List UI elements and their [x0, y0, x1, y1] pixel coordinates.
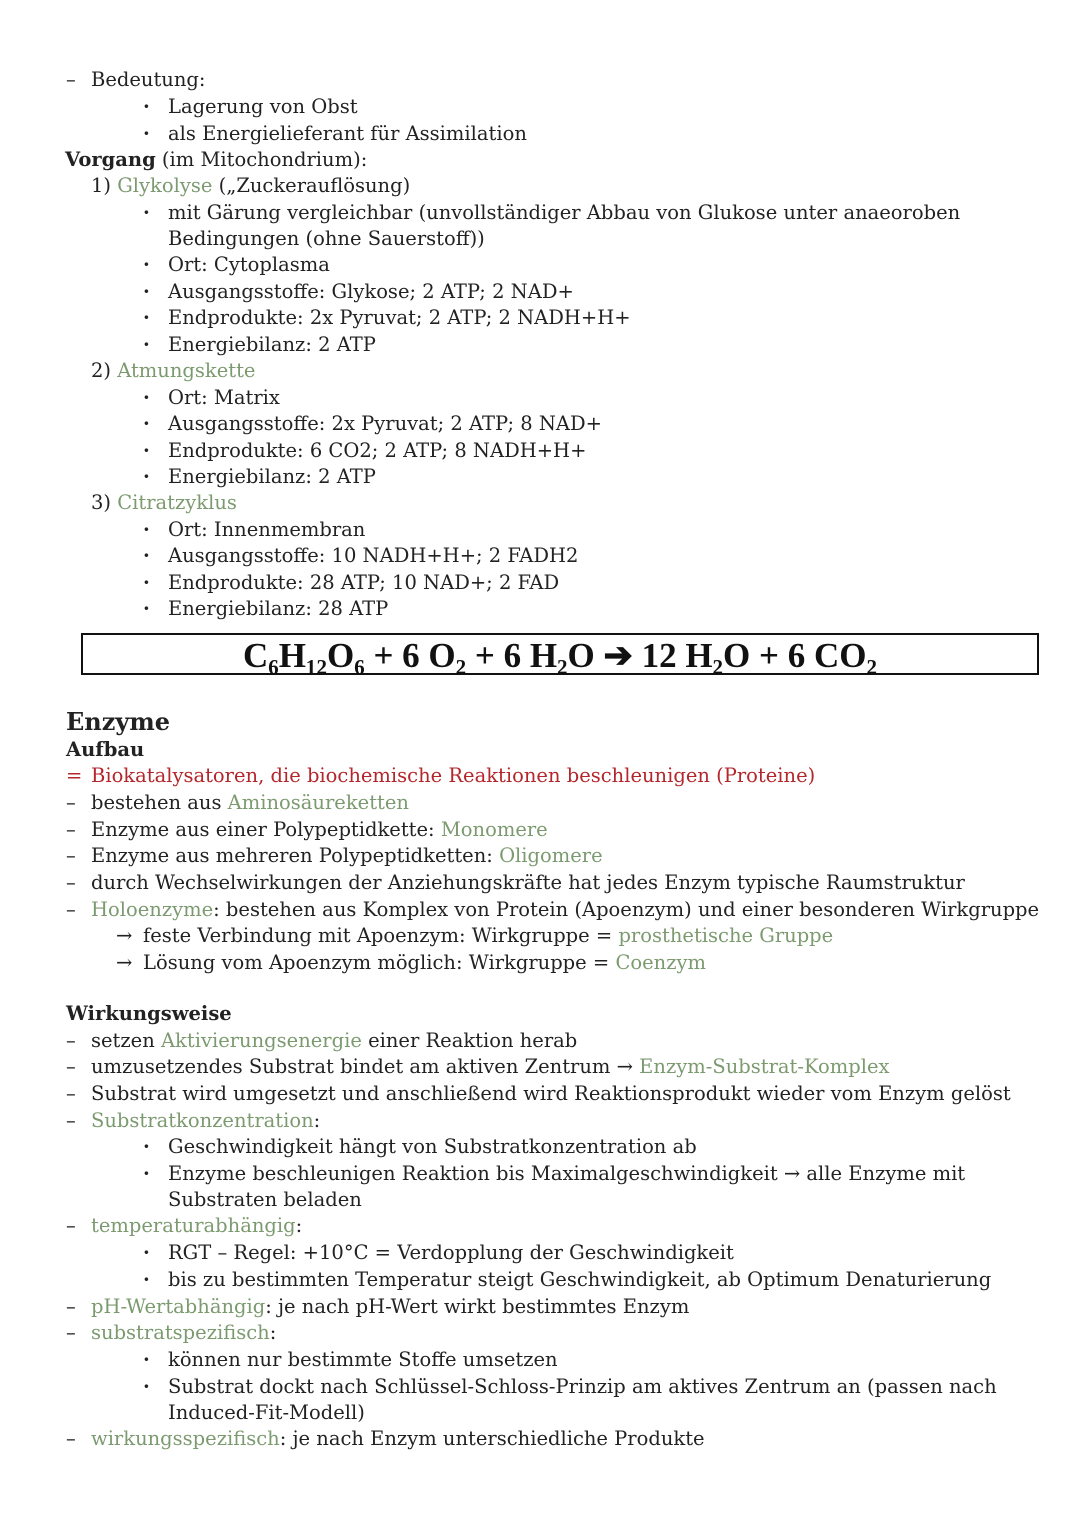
wirkungsweise-title: Wirkungsweise [66, 1002, 232, 1025]
glykolyse-heading [91, 173, 410, 199]
enzyme-definition: Biokatalysatoren, die biochemische Reaktionen beschleunigen (Proteine) [91, 764, 816, 787]
list-item-text: setzen [91, 1029, 155, 1052]
dot-bullet: · [143, 1268, 150, 1291]
list-item-text: Lagerung von Obst [168, 95, 358, 118]
list-item-text: mit Gärung vergleichbar (unvollständiger Abbau von Glukose unter anaeoroben [168, 201, 961, 224]
dot-bullet: · [143, 518, 150, 541]
dot-bullet: · [143, 253, 150, 276]
dot-bullet: · [143, 544, 150, 567]
dash-bullet: – [66, 1427, 76, 1450]
highlight-term: temperaturabhängig [91, 1214, 296, 1237]
highlight-term: Monomere [440, 818, 548, 841]
formula-box [81, 633, 1039, 675]
list-item-text: können nur bestimmte Stoffe umsetzen [168, 1348, 558, 1371]
vorgang-label: Vorgang [65, 148, 156, 171]
equals-bullet: = [66, 764, 83, 787]
dot-bullet: · [143, 1375, 150, 1398]
dash-bullet: – [66, 898, 76, 921]
dash-bullet: – [66, 1055, 76, 1078]
atmungskette-heading [91, 358, 255, 384]
list-item-text: Endprodukte: 28 ATP; 10 NAD+; 2 FAD [168, 571, 560, 594]
vorgang-location: (im Mitochondrium): [161, 148, 368, 171]
highlight-term: Aktivierungsenergie [160, 1029, 362, 1052]
list-item-text: Ausgangsstoffe: 10 NADH+H+; 2 FADH2 [168, 544, 579, 567]
list-item-text: Enzyme beschleunigen Reaktion bis Maximalgeschwindigkeit → alle Enzyme mit [168, 1162, 966, 1185]
list-item-text: Lösung vom Apoenzym möglich: Wirkgruppe = [143, 951, 610, 974]
dash-bullet: – [66, 1082, 76, 1105]
dash-bullet: – [66, 1029, 76, 1052]
list-item-text: Ort: Cytoplasma [168, 253, 330, 276]
list-item-text: bestehen aus [91, 791, 222, 814]
list-item-text: Energiebilanz: 2 ATP [168, 465, 376, 488]
list-item-text: Substrat wird umgesetzt und anschließend wird Reaktionsprodukt wieder vom Enzym gelöst [91, 1082, 1011, 1105]
list-item-text: Enzyme aus mehreren Polypeptidketten: [91, 844, 493, 867]
dot-bullet: · [143, 122, 150, 145]
dash-bullet: – [66, 1295, 76, 1318]
dot-bullet: · [143, 280, 150, 303]
step-number: 2) [91, 359, 112, 382]
dash-bullet: – [66, 1321, 76, 1344]
dash-bullet: – [66, 818, 76, 841]
list-item-text: : je nach pH-Wert wirkt bestimmtes Enzym [265, 1295, 690, 1318]
enzyme-title: Enzyme [66, 707, 170, 736]
highlight-term: Substratkonzentration [91, 1109, 314, 1132]
list-item-text: Enzyme aus einer Polypeptidkette: [91, 818, 435, 841]
step-number: 3) [91, 491, 112, 514]
dot-bullet: · [143, 571, 150, 594]
list-item-text: : bestehen aus Komplex von Protein (Apoenzym) und einer besonderen Wirkgruppe [213, 898, 1040, 921]
dot-bullet: · [143, 1135, 150, 1158]
list-item-text: umzusetzendes Substrat bindet am aktiven Zentrum → [91, 1055, 633, 1078]
list-item-text: einer Reaktion herab [368, 1029, 578, 1052]
list-item-text: Ausgangsstoffe: 2x Pyruvat; 2 ATP; 8 NAD+ [168, 412, 602, 435]
arrow-bullet: → [116, 924, 133, 947]
dash-bullet: – [66, 1214, 76, 1237]
dot-bullet: · [143, 597, 150, 620]
list-item-text: RGT – Regel: +10°C = Verdopplung der Geschwindigkeit [168, 1241, 734, 1264]
list-item-text: Ausgangsstoffe: Glykose; 2 ATP; 2 NAD+ [168, 280, 574, 303]
aufbau-title: Aufbau [66, 738, 145, 761]
citratzyklus-term: Citratzyklus [117, 491, 237, 514]
highlight-term: Enzym-Substrat-Komplex [639, 1055, 890, 1078]
respiration-formula: C₆H₁₂O₆ + 6 O₂ + 6 H₂O ➔ 12 H₂O + 6 CO₂ [243, 636, 877, 675]
glykolyse-suffix: („Zuckerauflösung) [218, 174, 411, 197]
list-item-text: Energiebilanz: 28 ATP [168, 597, 389, 620]
list-item-suffix: : [295, 1214, 303, 1237]
dot-bullet: · [143, 306, 150, 329]
arrow-bullet: → [116, 951, 133, 974]
dot-bullet: · [143, 386, 150, 409]
highlight-term: pH-Wertabhängig [91, 1295, 266, 1318]
list-item-text: Ort: Matrix [168, 386, 280, 409]
list-item-text: Endprodukte: 2x Pyruvat; 2 ATP; 2 NADH+H+ [168, 306, 631, 329]
list-item-text: feste Verbindung mit Apoenzym: Wirkgruppe = [143, 924, 613, 947]
list-item-suffix: : [313, 1109, 321, 1132]
highlight-term: Coenzym [615, 951, 706, 974]
list-item-text: : je nach Enzym unterschiedliche Produkte [279, 1427, 705, 1450]
dot-bullet: · [143, 95, 150, 118]
dash-bullet: – [66, 871, 76, 894]
dot-bullet: · [143, 1348, 150, 1371]
dash-bullet: – [66, 1109, 76, 1132]
list-item-text: Induced-Fit-Modell) [168, 1401, 365, 1424]
dash-bullet: – [66, 844, 76, 867]
dot-bullet: · [143, 412, 150, 435]
dot-bullet: · [143, 333, 150, 356]
list-item-text: Ort: Innenmembran [168, 518, 366, 541]
citratzyklus-heading [91, 490, 237, 516]
list-item-text: als Energielieferant für Assimilation [168, 122, 527, 145]
vorgang-line [65, 147, 367, 173]
dot-bullet: · [143, 465, 150, 488]
list-item-text: Substraten beladen [168, 1188, 362, 1211]
list-item-text: Geschwindigkeit hängt von Substratkonzentration ab [168, 1135, 697, 1158]
highlight-term: prosthetische Gruppe [618, 924, 834, 947]
bedeutung-label: Bedeutung: [91, 68, 206, 91]
dot-bullet: · [143, 1162, 150, 1185]
highlight-term: substratspezifisch [91, 1321, 270, 1344]
atmungskette-term: Atmungskette [117, 359, 256, 382]
highlight-term: Holoenzyme [91, 898, 214, 921]
list-item-text: Endprodukte: 6 CO2; 2 ATP; 8 NADH+H+ [168, 439, 587, 462]
list-item-text: bis zu bestimmten Temperatur steigt Geschwindigkeit, ab Optimum Denaturierung [168, 1268, 992, 1291]
list-item-text: Energiebilanz: 2 ATP [168, 333, 376, 356]
highlight-term: Oligomere [499, 844, 603, 867]
dot-bullet: · [143, 1241, 150, 1264]
step-number: 1) [91, 174, 112, 197]
glykolyse-term: Glykolyse [117, 174, 213, 197]
dash-bullet: – [66, 68, 76, 91]
highlight-term: wirkungsspezifisch [91, 1427, 280, 1450]
dash-bullet: – [66, 791, 76, 814]
list-item-text: Substrat dockt nach Schlüssel-Schloss-Prinzip am aktives Zentrum an (passen nach [168, 1375, 997, 1398]
highlight-term: Aminosäureketten [227, 791, 409, 814]
dot-bullet: · [143, 201, 150, 224]
dot-bullet: · [143, 439, 150, 462]
list-item-text: Bedingungen (ohne Sauerstoff)) [168, 227, 485, 250]
list-item-suffix: : [269, 1321, 277, 1344]
list-item-text: durch Wechselwirkungen der Anziehungskräfte hat jedes Enzym typische Raumstruktur [91, 871, 965, 894]
